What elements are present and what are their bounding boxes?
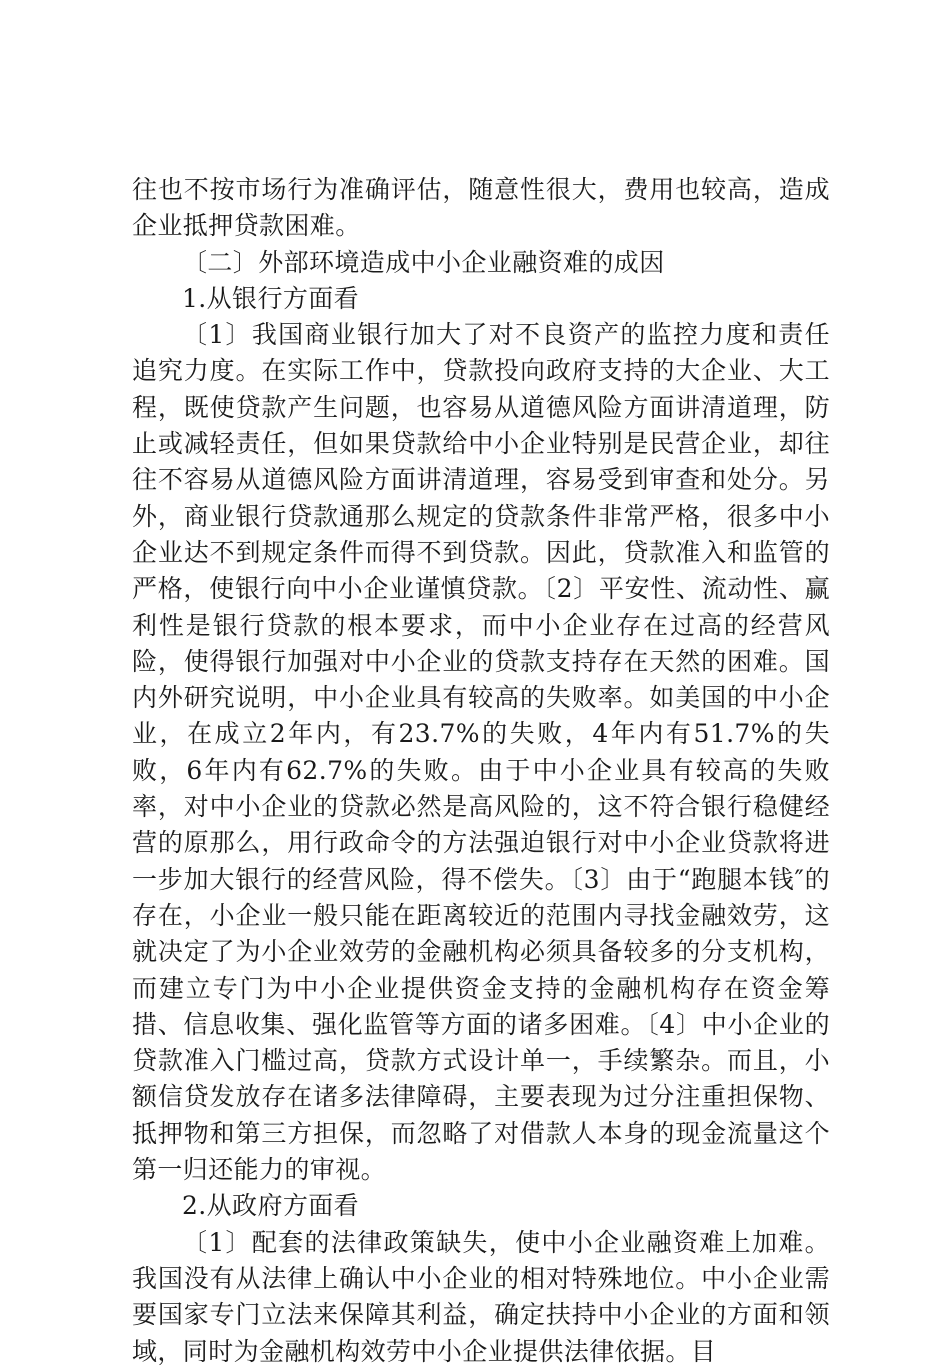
section-heading: 〔二〕外部环境造成中小企业融资难的成因 xyxy=(182,247,665,277)
paragraph-bank: 〔1〕我国商业银行加大了对不良资产的监控力度和责任追究力度。在实际工作中，贷款投向政府支持的大企业、大工程，既使贷款产生问题，也容易从道德风险方面讲清道理，防止或减轻责任，但如果贷款给中小企业特别是民营企业，却往往不容易从道德风险方面讲清道理，容易受到审查和处分。另外，商业银行贷款通那么规定的贷款条件非常严格，很多中小企业达不到规定条件而得不到贷款。因此，贷款准入和监管的严格，使银行向中小企业谨慎贷款。〔2〕平安性、流动性、赢利性是银行贷款的根本要求，而中小企业存在过高的经营风险，使得银行加强对中小企业的贷款支持存在天然的困难。国内外研究说明，中小企业具有较高的失败率。如美国的中小企业，在成立2年内，有23.7%的失败，4年内有51.7%的失败，6年内有62.7%的失败。由于中小企业具有较高的失败率，对中小企业的贷款必然是高风险的，这不符合银行稳健经营的原那么，用行政命令的方法强迫银行对中小企业贷款将进一步加大银行的经营风险，得不偿失。〔3〕由于“跑腿本钱″的存在，小企业一般只能在距离较近的范围内寻找金融效劳，这就决定了为小企业效劳的金融机构必须具备较多的分支机构，而建立专门为中小企业提供资金支持的金融机构存在资金筹措、信息收集、强化监管等方面的诸多困难。〔4〕中小企业的贷款准入门槛过高，贷款方式设计单一，手续繁杂。而且，小额信贷发放存在诸多法律障碍，主要表现为过分注重担保物、抵押物和第三方担保，而忽略了对借款人本身的现金流量这个第一归还能力的审视。 xyxy=(132,320,830,1185)
body-text xyxy=(132,172,830,1370)
paragraph-continuation: 往也不按市场行为准确评估，随意性很大，费用也较高，造成企业抵押贷款困难。 xyxy=(132,175,830,241)
subsection-heading-bank: 1.从银行方面看 xyxy=(182,283,360,313)
paragraph-government: 〔1〕配套的法律政策缺失，使中小企业融资难上加难。我国没有从法律上确认中小企业的相对特殊地位。中小企业需要国家专门立法来保障其利益，确定扶持中小企业的方面和领域，同时为金融机构效劳中小企业提供法律依据。目 xyxy=(132,1227,830,1366)
subsection-heading-government: 2.从政府方面看 xyxy=(182,1191,360,1221)
